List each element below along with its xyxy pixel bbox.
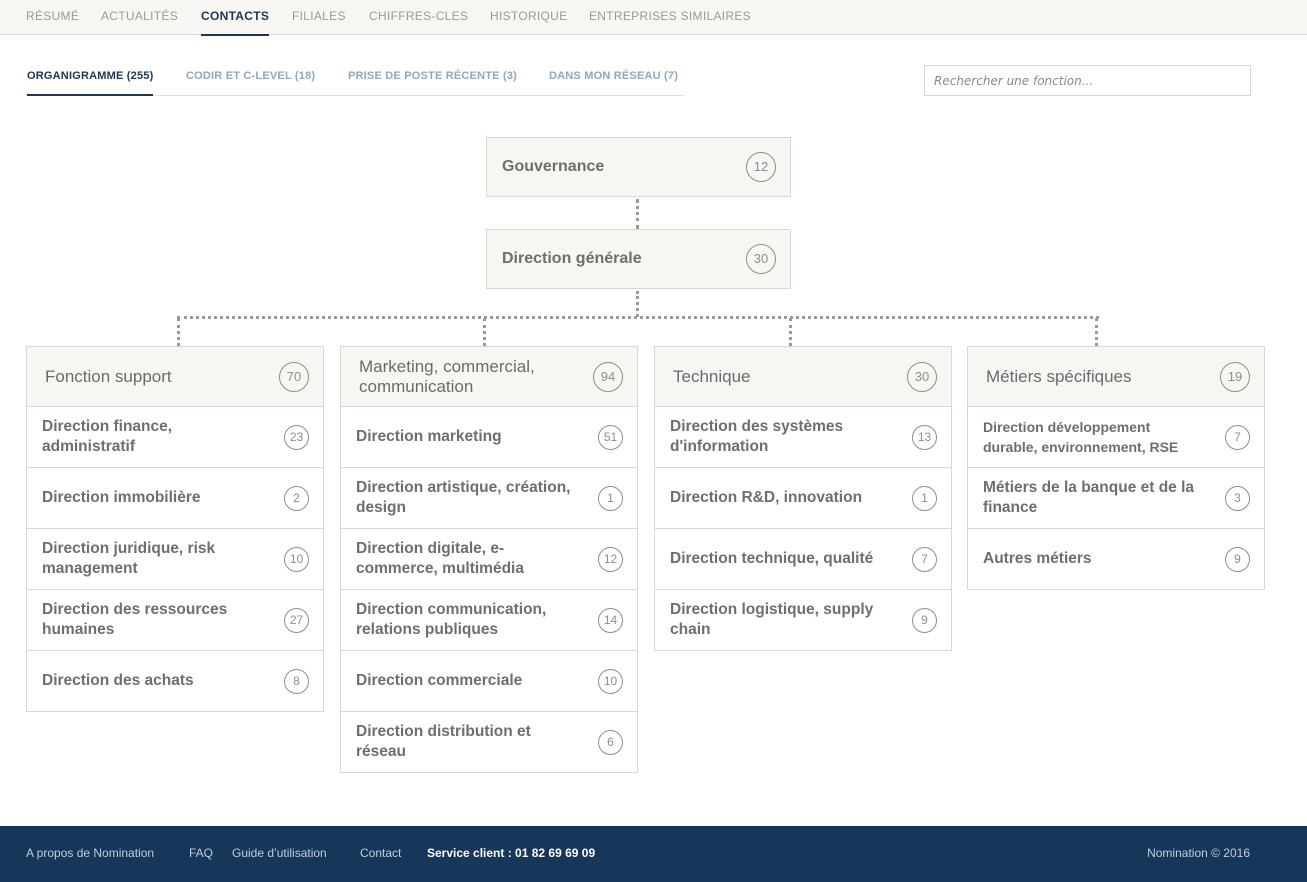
subtab-prise-de-poste[interactable]: PRISE DE POSTE RÉCENTE (3) [348, 70, 518, 82]
tab-resume[interactable]: RÉSUMÉ [26, 9, 80, 23]
org-item-label: Direction des systèmes d'information [670, 418, 844, 455]
org-item-label: Direction marketing [356, 428, 502, 445]
footer-service-client: Service client : 01 82 69 69 09 [427, 846, 596, 860]
org-item[interactable] [654, 590, 952, 651]
top-navigation [0, 0, 1307, 35]
org-item[interactable] [967, 407, 1265, 468]
count-badge: 6 [598, 730, 623, 755]
tab-contacts[interactable]: CONTACTS [201, 9, 270, 23]
count-badge: 1 [598, 486, 623, 511]
tab-chiffres-cles[interactable]: CHIFFRES-CLES [369, 9, 469, 23]
column-header[interactable] [340, 346, 638, 407]
org-item[interactable] [340, 468, 638, 529]
org-column-metiers-specifiques [967, 346, 1265, 590]
org-box-gouvernance[interactable] [486, 137, 791, 197]
tab-historique[interactable]: HISTORIQUE [490, 9, 568, 23]
count-badge: 27 [284, 608, 309, 633]
connector-line [483, 318, 486, 346]
org-item-label: Autres métiers [983, 550, 1092, 567]
count-badge: 12 [746, 152, 776, 182]
tab-filiales[interactable]: FILIALES [292, 9, 346, 23]
org-item[interactable] [654, 529, 952, 590]
count-badge: 30 [907, 362, 937, 392]
org-item[interactable] [26, 407, 324, 468]
org-item[interactable] [26, 651, 324, 712]
count-badge: 2 [284, 486, 309, 511]
column-header[interactable] [26, 346, 324, 407]
org-item[interactable] [967, 529, 1265, 590]
org-item[interactable] [340, 407, 638, 468]
org-box-direction-generale[interactable] [486, 229, 791, 289]
org-box-label: Gouvernance [502, 158, 605, 175]
footer-link-a-propos[interactable]: A propos de Nomination [26, 846, 155, 860]
org-item-label: Direction juridique, risk management [42, 540, 216, 577]
column-header[interactable] [967, 346, 1265, 407]
org-item[interactable] [26, 529, 324, 590]
count-badge: 51 [598, 425, 623, 450]
tab-entreprises-similaires[interactable]: ENTREPRISES SIMILAIRES [589, 9, 751, 23]
org-item-label: Direction des ressources humaines [42, 601, 228, 638]
column-header[interactable] [654, 346, 952, 407]
org-item[interactable] [26, 468, 324, 529]
contacts-subtabs [26, 65, 685, 96]
count-badge: 14 [598, 608, 623, 633]
org-item-label: Métiers de la banque et de la finance [983, 479, 1195, 516]
count-badge: 9 [1225, 547, 1250, 572]
column-header-label: Marketing, commercial, communication [359, 356, 535, 396]
org-item-label: Direction technique, qualité [670, 550, 874, 567]
org-column-marketing [340, 346, 638, 773]
column-header-label: Métiers spécifiques [986, 366, 1132, 386]
count-badge: 94 [593, 362, 623, 392]
count-badge: 7 [1225, 425, 1250, 450]
org-item-label: Direction développement durable, environnement, RSE [983, 419, 1179, 455]
connector-line [177, 316, 1099, 319]
connector-line [789, 318, 792, 346]
org-item-label: Direction artistique, création, design [356, 479, 571, 516]
footer-link-guide[interactable]: Guide d’utilisation [232, 846, 327, 860]
org-column-fonction-support [26, 346, 324, 712]
org-item[interactable] [340, 712, 638, 773]
connector-line [636, 199, 639, 229]
count-badge: 13 [912, 425, 937, 450]
org-item[interactable] [340, 529, 638, 590]
count-badge: 8 [284, 669, 309, 694]
count-badge: 9 [912, 608, 937, 633]
org-item-label: Direction finance, administratif [42, 418, 173, 455]
count-badge: 30 [746, 244, 776, 274]
footer-link-faq[interactable]: FAQ [189, 846, 214, 860]
org-item-label: Direction commerciale [356, 672, 523, 689]
connector-line [177, 318, 180, 346]
org-item[interactable] [340, 590, 638, 651]
count-badge: 7 [912, 547, 937, 572]
subtab-codir[interactable]: CODIR ET C-LEVEL (18) [186, 70, 316, 82]
footer-link-contact[interactable]: Contact [360, 846, 402, 860]
org-item-label: Direction immobilière [42, 489, 201, 506]
tab-actualites[interactable]: ACTUALITÉS [101, 9, 179, 23]
subtab-dans-mon-reseau[interactable]: DANS MON RÉSEAU (7) [549, 70, 679, 82]
org-item[interactable] [654, 468, 952, 529]
org-item-label: Direction communication, relations publiques [356, 601, 547, 638]
connector-line [1095, 318, 1098, 346]
count-badge: 70 [279, 362, 309, 392]
org-item-label: Direction R&D, innovation [670, 489, 863, 506]
org-item-label: Direction distribution et réseau [356, 723, 531, 760]
column-header-label: Fonction support [45, 366, 172, 386]
org-column-technique [654, 346, 952, 651]
subtab-organigramme[interactable]: ORGANIGRAMME (255) [27, 70, 154, 82]
count-badge: 10 [284, 547, 309, 572]
connector-line [636, 291, 639, 317]
footer-copyright: Nomination © 2016 [1147, 846, 1250, 860]
search-function-input[interactable] [924, 65, 1251, 96]
column-header-label: Technique [673, 366, 751, 386]
org-item-label: Direction digitale, e-commerce, multimédia [356, 540, 524, 577]
org-item[interactable] [26, 590, 324, 651]
org-box-label: Direction générale [502, 250, 642, 267]
count-badge: 3 [1225, 486, 1250, 511]
count-badge: 10 [598, 669, 623, 694]
count-badge: 19 [1220, 362, 1250, 392]
org-item-label: Direction logistique, supply chain [670, 601, 874, 638]
org-item[interactable] [967, 468, 1265, 529]
count-badge: 23 [284, 425, 309, 450]
org-item[interactable] [340, 651, 638, 712]
footer [0, 826, 1307, 882]
org-item-label: Direction des achats [42, 672, 194, 689]
count-badge: 1 [912, 486, 937, 511]
org-item[interactable] [654, 407, 952, 468]
count-badge: 12 [598, 547, 623, 572]
